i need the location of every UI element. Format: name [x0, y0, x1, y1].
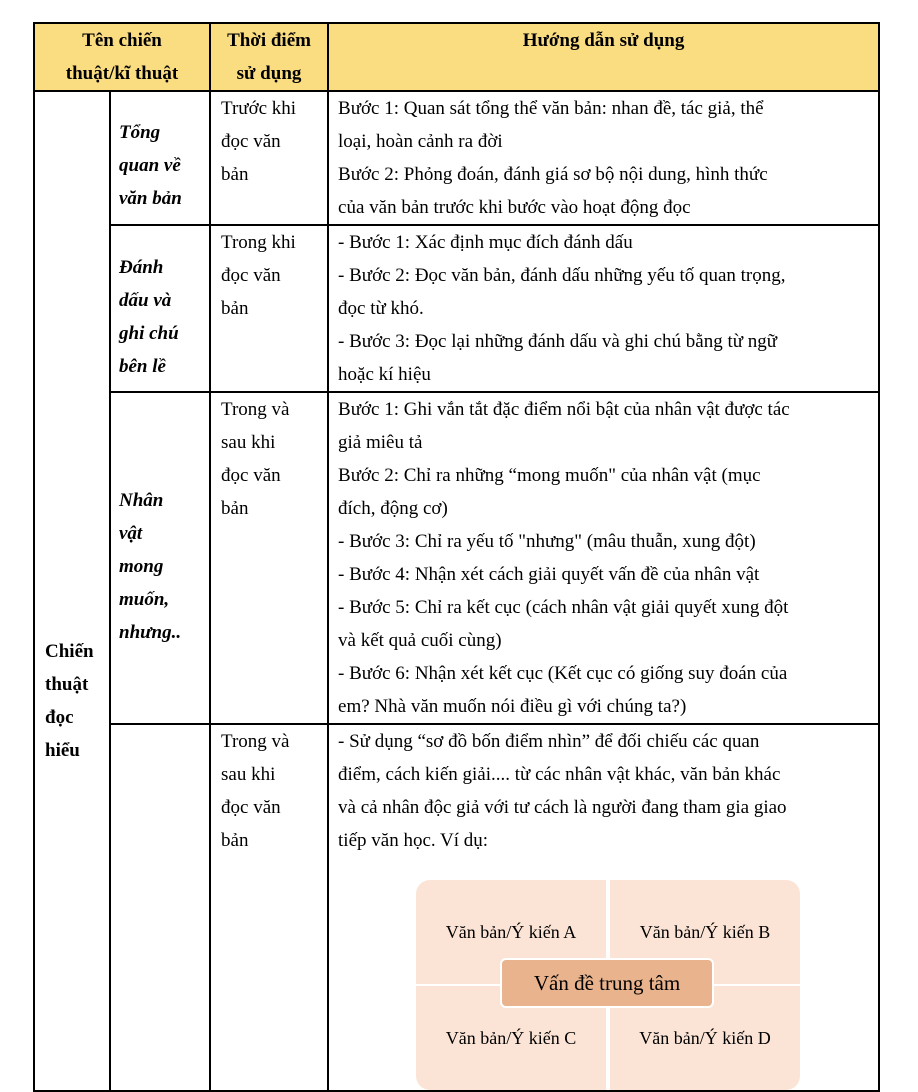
table-row: [34, 91, 879, 225]
guide-cell: - Bước 1: Xác định mục đích đánh dấu - Bước 2: Đọc văn bản, đánh dấu những yếu tố quan trọng, đọc từ khó. - Bước 3: Đọc lại những đánh dấu và ghi chú bằng từ ngữ hoặc kí hiệu: [328, 225, 879, 392]
technique-cell: Tổng quan về văn bản: [110, 91, 210, 225]
time-cell: Trước khi đọc văn bản: [210, 91, 328, 225]
guide-cell: - Sử dụng “sơ đồ bốn điểm nhìn” để đối chiếu các quan điểm, cách kiến giải.... từ các nhân vật khác, văn bản khác và cả nhân độc giả với tư cách là người đang tham gia giao tiếp văn học. Ví dụ: Văn bản/Ý kiến A Văn bản/Ý kiến B Văn bản/Ý kiến C Văn bản/Ý kiến D Vấn đề trung tâm: [328, 724, 879, 1091]
header-time: Thời điểm sử dụng: [210, 23, 328, 91]
diagram-quadrant-a: Văn bản/Ý kiến A: [416, 880, 606, 984]
time-cell: Trong và sau khi đọc văn bản: [210, 724, 328, 1091]
table-row: [34, 724, 879, 1091]
category-cell: Chiến thuật đọc hiểu: [34, 91, 110, 1091]
guide-cell: Bước 1: Ghi vắn tắt đặc điểm nổi bật của nhân vật được tác giả miêu tả Bước 2: Chỉ ra những “mong muốn" của nhân vật (mục đích, động cơ) - Bước 3: Chỉ ra yếu tố "nhưng" (mâu thuẫn, xung đột) - Bước 4: Nhận xét cách giải quyết vấn đề của nhân vật - Bước 5: Chỉ ra kết cục (cách nhân vật giải quyết xung đột và kết quả cuối cùng) - Bước 6: Nhận xét kết cục (Kết cục có giống suy đoán của em? Nhà văn muốn nói điều gì với chúng ta?): [328, 392, 879, 724]
diagram-quadrant-b: Văn bản/Ý kiến B: [610, 880, 800, 984]
technique-cell: [110, 724, 210, 1091]
table-row: [34, 392, 879, 724]
technique-cell: Đánh dấu và ghi chú bên lề: [110, 225, 210, 392]
diagram-center-issue: Vấn đề trung tâm: [500, 958, 714, 1008]
time-cell: Trong và sau khi đọc văn bản: [210, 392, 328, 724]
header-technique: Tên chiến thuật/kĩ thuật: [34, 23, 210, 91]
header-row: [34, 23, 879, 91]
header-guide: Hướng dẫn sử dụng: [328, 23, 879, 91]
four-viewpoints-diagram: [416, 880, 800, 1090]
diagram-quadrant-d: Văn bản/Ý kiến D: [610, 986, 800, 1090]
strategy-table: [33, 22, 880, 1092]
technique-cell: Nhân vật mong muốn, nhưng..: [110, 392, 210, 724]
diagram-quadrant-c: Văn bản/Ý kiến C: [416, 986, 606, 1090]
table-row: [34, 225, 879, 392]
time-cell: Trong khi đọc văn bản: [210, 225, 328, 392]
guide-cell: Bước 1: Quan sát tổng thể văn bản: nhan đề, tác giả, thể loại, hoàn cảnh ra đời Bước 2: Phỏng đoán, đánh giá sơ bộ nội dung, hình thức của văn bản trước khi bước vào hoạt động đọc: [328, 91, 879, 225]
